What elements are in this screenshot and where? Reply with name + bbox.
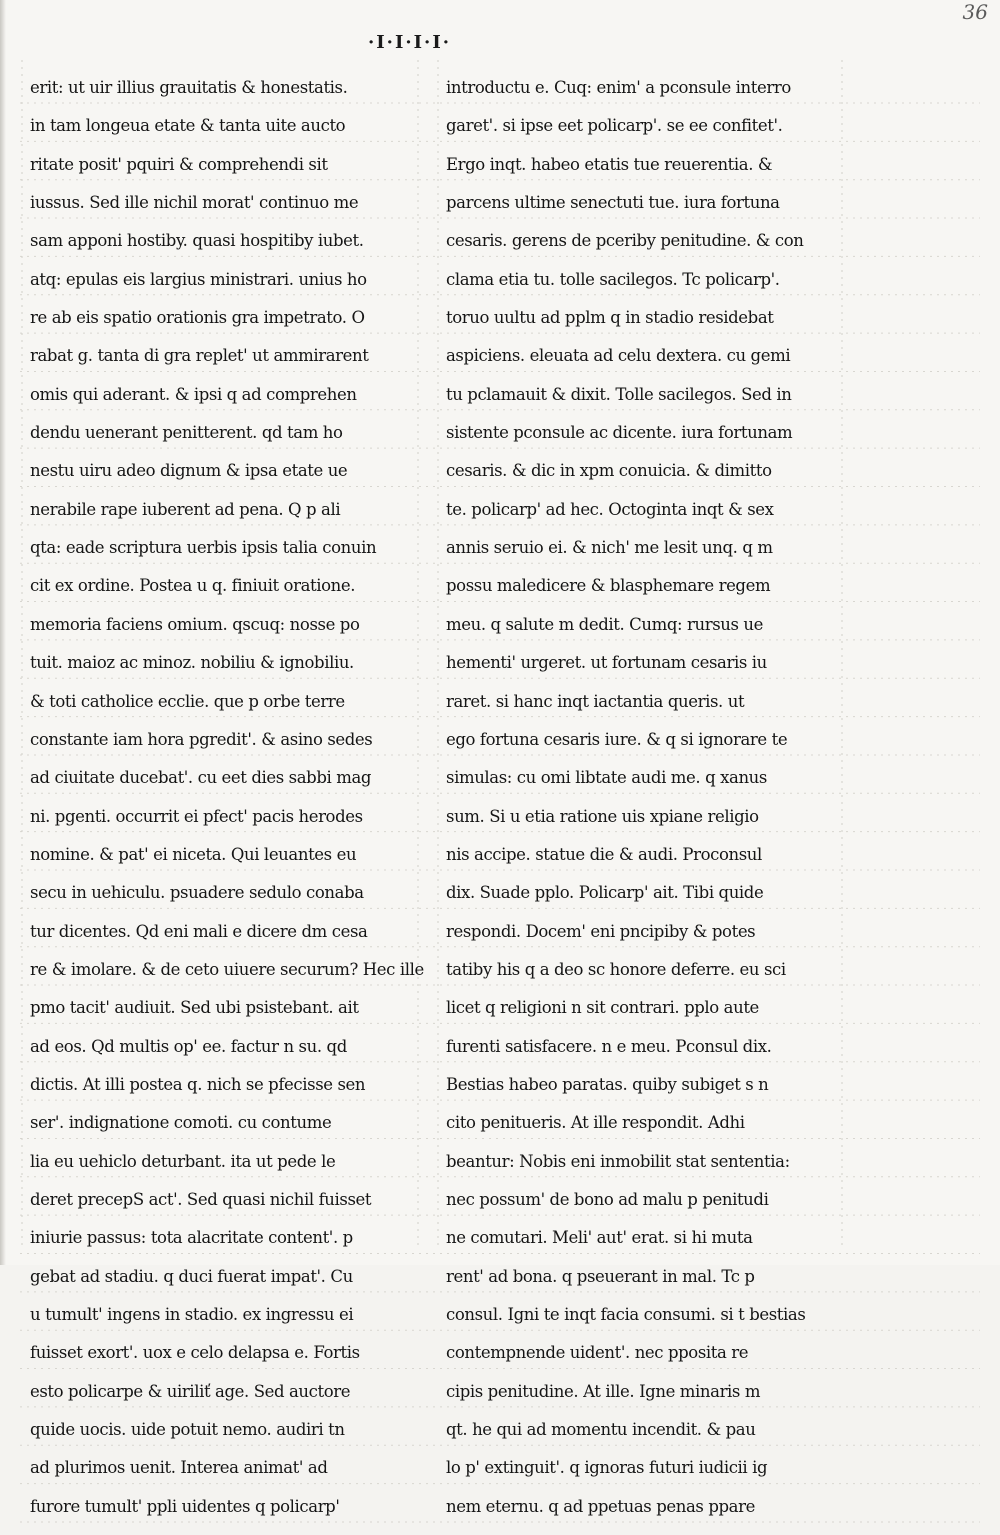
right-column-line: dix. Suade pplo. Policarp' ait. Tibi quide [446,883,764,903]
right-column-line: hementi' urgeret. ut fortunam cesaris iu [446,653,767,673]
right-column-line: introductu e. Cuq: enim' a pconsule interro [446,78,791,97]
left-column-line: erit: ut uir illius grauitatis & honestatis. [30,78,348,97]
left-column-line: ad eos. Qd multis op' ee. factur n su. qd [30,1036,347,1056]
left-column-line: fuisset exort'. uox e celo delapsa e. Fortis [30,1343,360,1363]
left-column-line: tuit. maioz ac minoz. nobiliu & ignobiliu. [30,653,354,673]
left-column-line: quide uocis. uide potuit nemo. audiri tn [30,1420,345,1440]
right-column-line: licet q religioni n sit contrari. pplo aute [446,998,759,1018]
right-column-line: ne comutari. Meli' aut' erat. si hi muta [446,1228,753,1248]
right-column-line: te. policarp' ad hec. Octoginta inqt & sex [446,499,774,519]
left-column-line: qta: eade scriptura uerbis ipsis talia conuin [30,538,377,558]
left-column [30,78,424,1535]
right-column-line: nis accipe. statue die & audi. Proconsul [446,844,762,864]
left-column-line: ni. pgenti. occurrit ei pfect' pacis herodes [30,806,363,826]
right-column-line: cesaris. & dic in xpm conuicia. & dimitto [446,461,772,481]
left-column-line: cit ex ordine. Postea u q. finiuit oratione. [30,576,356,596]
left-column-line: ritate posit' pquiri & comprehendi sit [30,154,328,174]
right-column-line: Ergo inqt. habeo etatis tue reuerentia. & [446,154,773,174]
left-column-line: pmo tacit' audiuit. Sed ubi psistebant. ait [30,998,359,1018]
right-column-line: possu maledicere & blasphemare regem [446,576,771,596]
left-column-line: ad plurimos uenit. Interea animat' ad [30,1458,328,1478]
left-column-line: nomine. & pat' ei niceta. Qui leuantes eu [30,844,357,864]
left-column-line: esto policarpe & uiriliť age. Sed auctore [30,1381,351,1401]
left-column-line: secu in uehiculu. psuadere sedulo conaba [30,883,364,903]
right-column-line: tatiby his q a deo sc honore deferre. eu sci [446,959,786,979]
right-column-line: furenti satisfacere. n e meu. Pconsul dix. [446,1036,772,1056]
right-column-line: lo p' extinguit'. q ignoras futuri iudicii ig [446,1458,768,1478]
left-column-line: lia eu uehiclo deturbant. ita ut pede le [30,1151,336,1171]
folio-number: 36 [962,0,988,24]
right-column-line: rent' ad bona. q pseuerant in mal. Tc p [446,1266,755,1286]
left-column-line: iussus. Sed ille nichil morat' continuo me [30,193,359,213]
right-column-line: cesaris. gerens de pceriby penitudine. & con [446,231,804,251]
left-column-line: furore tumult' ppli uidentes q policarp' [30,1496,340,1516]
left-column-line: re & imolare. & de ceto uiuere securum? Hec ille [30,959,424,979]
left-column-line: constante iam hora pgredit'. & asino sedes [30,729,373,749]
right-column-line: aspiciens. eleuata ad celu dextera. cu gemi [446,346,791,366]
left-column-line: gebat ad stadiu. q duci fuerat impat'. Cu [30,1266,353,1286]
left-column-line: re ab eis spatio orationis gra impetrato. O [30,308,365,328]
left-column-line: in tam longeua etate & tanta uite aucto [30,116,346,136]
right-column-line: sum. Si u etia ratione uis xpiane religio [446,806,759,826]
left-column-line: ser'. indignatione comoti. cu contume [30,1113,332,1133]
right-column-line: Bestias habeo paratas. quiby subiget s n [446,1074,769,1094]
left-column-line: tur dicentes. Qd eni mali e dicere dm cesa [30,921,368,941]
left-column-line: dictis. At illi postea q. nich se pfecisse sen [30,1074,366,1094]
left-column-line: deret precepS act'. Sed quasi nichil fuisset [30,1189,372,1209]
right-column [446,78,836,1535]
left-column-line: iniurie passus: tota alacritate content'. p [30,1228,353,1248]
left-column-line: nerabile rape iuberent ad pena. Q p ali [30,499,341,519]
right-column-line: nec possum' de bono ad malu p penitudi [446,1189,769,1209]
left-column-line: rabat g. tanta di gra replet' ut ammirarent [30,346,369,366]
left-column-line: omis qui aderant. & ipsi q ad comprehen [30,384,357,404]
left-column-line: nestu uiru adeo dignum & ipsa etate ue [30,461,348,481]
right-column-line: meu. q salute m dedit. Cumq: rursus ue [446,614,764,634]
right-column-line: qt. he qui ad momentu incendit. & pau [446,1420,756,1440]
right-column-line: parcens ultime senectuti tue. iura fortuna [446,193,780,213]
right-column-line: contempnende uident'. nec pposita re [446,1343,749,1363]
right-column-line: simulas: cu omi libtate audi me. q xanus [446,768,767,788]
right-column-line: raret. si hanc inqt iactantia queris. ut [446,691,745,711]
right-column-line: nem eternu. q ad ppetuas penas ppare [446,1496,755,1516]
left-column-line: sam apponi hostiby. quasi hospitiby iubet. [30,231,364,251]
right-column-line: toruo uultu ad pplm q in stadio residebat [446,308,774,328]
right-column-line: respondi. Docem' eni pncipiby & potes [446,921,756,941]
right-column-line: annis seruio ei. & nich' me lesit unq. q m [446,538,773,558]
right-column-line: beantur: Nobis eni inmobilit stat sententia: [446,1151,790,1171]
left-column-line: u tumult' ingens in stadio. ex ingressu ei [30,1305,354,1324]
right-column-line: consul. Igni te inqt facia consumi. si t bestias [446,1305,806,1324]
right-column-line: sistente pconsule ac dicente. iura fortunam [446,423,793,443]
left-column-line: memoria faciens omium. qscuq: nosse po [30,614,360,634]
right-column-line: garet'. si ipse eet policarp'. se ee confitet'. [446,116,783,136]
left-column-line: dendu uenerant penitterent. qd tam ho [30,423,343,443]
left-column-line: & toti catholice ecclie. que p orbe terre [30,691,345,711]
right-column-line: cipis penitudine. At ille. Igne minaris m [446,1381,761,1401]
right-column-line: tu pclamauit & dixit. Tolle sacilegos. Sed in [446,384,792,404]
quire-mark: ·I·I·I·I· [368,32,452,53]
right-column-line: clama etia tu. tolle sacilegos. Tc policarp'. [446,269,780,289]
left-column-line: atq: epulas eis largius ministrari. unius ho [30,269,367,289]
right-column-line: cito penitueris. At ille respondit. Adhi [446,1113,745,1133]
right-column-line: ego fortuna cesaris iure. & q si ignorare te [446,729,788,749]
left-column-line: ad ciuitate ducebat'. cu eet dies sabbi mag [30,768,372,788]
